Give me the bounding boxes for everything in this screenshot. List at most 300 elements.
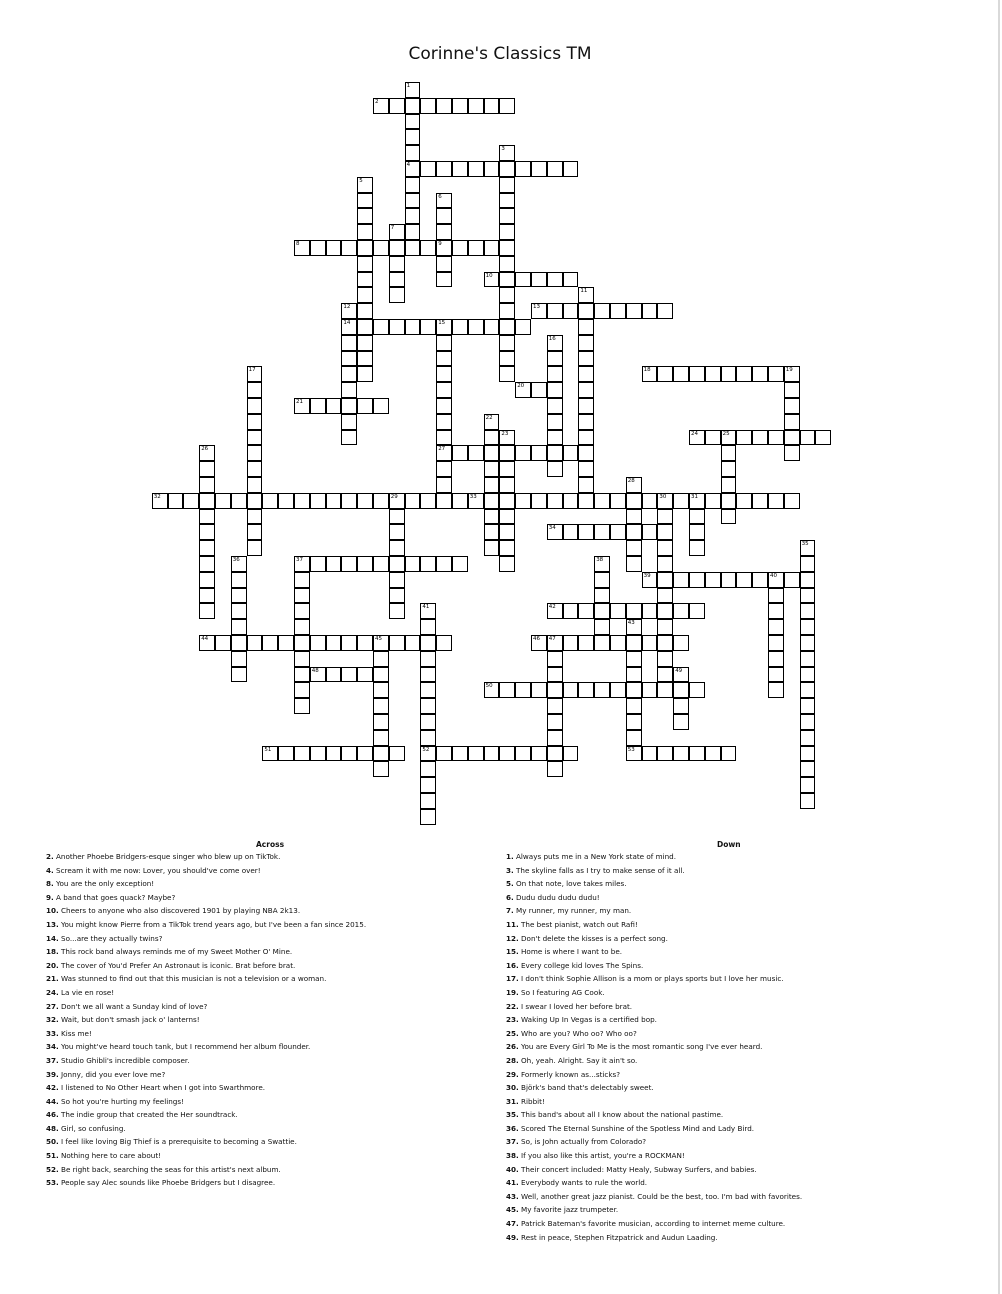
grid-cell[interactable]	[499, 445, 515, 461]
grid-cell[interactable]	[341, 335, 357, 351]
grid-cell[interactable]	[199, 509, 215, 525]
grid-cell[interactable]	[436, 461, 452, 477]
grid-cell[interactable]	[326, 635, 342, 651]
grid-cell[interactable]	[657, 603, 673, 619]
grid-cell[interactable]	[199, 461, 215, 477]
grid-cell[interactable]	[752, 572, 768, 588]
grid-cell[interactable]	[657, 540, 673, 556]
grid-cell[interactable]	[484, 445, 500, 461]
grid-cell-10[interactable]	[484, 272, 500, 288]
grid-cell[interactable]	[484, 161, 500, 177]
grid-cell-12[interactable]	[341, 303, 357, 319]
grid-cell[interactable]	[357, 366, 373, 382]
grid-cell[interactable]	[610, 493, 626, 509]
grid-cell[interactable]	[768, 651, 784, 667]
grid-cell[interactable]	[231, 588, 247, 604]
grid-cell[interactable]	[357, 351, 373, 367]
grid-cell[interactable]	[721, 509, 737, 525]
grid-cell-42[interactable]	[547, 603, 563, 619]
grid-cell-15[interactable]	[436, 319, 452, 335]
grid-cell[interactable]	[800, 619, 816, 635]
grid-cell[interactable]	[420, 651, 436, 667]
grid-cell[interactable]	[768, 366, 784, 382]
grid-cell[interactable]	[484, 477, 500, 493]
grid-cell[interactable]	[594, 603, 610, 619]
grid-cell[interactable]	[389, 509, 405, 525]
grid-cell[interactable]	[341, 667, 357, 683]
grid-cell[interactable]	[800, 698, 816, 714]
grid-cell-49[interactable]	[673, 667, 689, 683]
grid-cell[interactable]	[262, 493, 278, 509]
grid-cell[interactable]	[610, 635, 626, 651]
grid-cell-26[interactable]	[199, 445, 215, 461]
grid-cell[interactable]	[247, 540, 263, 556]
grid-cell[interactable]	[705, 430, 721, 446]
grid-cell[interactable]	[499, 746, 515, 762]
grid-cell[interactable]	[389, 588, 405, 604]
grid-cell-9[interactable]	[436, 240, 452, 256]
grid-cell[interactable]	[484, 540, 500, 556]
grid-cell[interactable]	[736, 430, 752, 446]
grid-cell[interactable]	[547, 366, 563, 382]
grid-cell-30[interactable]	[657, 493, 673, 509]
grid-cell[interactable]	[247, 524, 263, 540]
grid-cell[interactable]	[310, 746, 326, 762]
grid-cell[interactable]	[326, 667, 342, 683]
grid-cell[interactable]	[452, 319, 468, 335]
grid-cell[interactable]	[547, 382, 563, 398]
grid-cell[interactable]	[736, 493, 752, 509]
grid-cell[interactable]	[262, 635, 278, 651]
grid-cell[interactable]	[626, 493, 642, 509]
grid-cell[interactable]	[547, 430, 563, 446]
grid-cell[interactable]	[657, 588, 673, 604]
grid-cell[interactable]	[310, 240, 326, 256]
grid-cell[interactable]	[468, 98, 484, 114]
grid-cell[interactable]	[452, 493, 468, 509]
grid-cell[interactable]	[642, 493, 658, 509]
grid-cell-37[interactable]	[294, 556, 310, 572]
grid-cell[interactable]	[357, 746, 373, 762]
grid-cell[interactable]	[436, 256, 452, 272]
grid-cell[interactable]	[499, 303, 515, 319]
grid-cell[interactable]	[357, 335, 373, 351]
grid-cell[interactable]	[515, 493, 531, 509]
grid-cell[interactable]	[499, 351, 515, 367]
grid-cell[interactable]	[357, 287, 373, 303]
grid-cell[interactable]	[405, 556, 421, 572]
grid-cell[interactable]	[626, 651, 642, 667]
grid-cell[interactable]	[326, 746, 342, 762]
grid-cell[interactable]	[594, 635, 610, 651]
grid-cell[interactable]	[452, 161, 468, 177]
grid-cell[interactable]	[420, 240, 436, 256]
grid-cell[interactable]	[357, 224, 373, 240]
grid-cell[interactable]	[326, 493, 342, 509]
grid-cell-13[interactable]	[531, 303, 547, 319]
grid-cell[interactable]	[657, 651, 673, 667]
grid-cell[interactable]	[657, 303, 673, 319]
grid-cell[interactable]	[578, 682, 594, 698]
grid-cell[interactable]	[563, 603, 579, 619]
grid-cell[interactable]	[657, 635, 673, 651]
grid-cell[interactable]	[468, 240, 484, 256]
grid-cell[interactable]	[436, 477, 452, 493]
grid-cell[interactable]	[373, 667, 389, 683]
grid-cell[interactable]	[800, 556, 816, 572]
grid-cell[interactable]	[341, 398, 357, 414]
grid-cell[interactable]	[231, 572, 247, 588]
grid-cell-52[interactable]	[420, 746, 436, 762]
grid-cell[interactable]	[768, 430, 784, 446]
grid-cell[interactable]	[784, 445, 800, 461]
grid-cell[interactable]	[405, 98, 421, 114]
grid-cell[interactable]	[278, 493, 294, 509]
grid-cell[interactable]	[768, 588, 784, 604]
grid-cell[interactable]	[705, 746, 721, 762]
grid-cell-21[interactable]	[294, 398, 310, 414]
grid-cell[interactable]	[373, 240, 389, 256]
grid-cell[interactable]	[689, 603, 705, 619]
grid-cell[interactable]	[357, 635, 373, 651]
grid-cell[interactable]	[405, 208, 421, 224]
grid-cell-8[interactable]	[294, 240, 310, 256]
grid-cell[interactable]	[452, 240, 468, 256]
grid-cell[interactable]	[657, 746, 673, 762]
grid-cell[interactable]	[357, 303, 373, 319]
grid-cell[interactable]	[547, 414, 563, 430]
grid-cell[interactable]	[800, 793, 816, 809]
grid-cell[interactable]	[405, 319, 421, 335]
grid-cell[interactable]	[626, 682, 642, 698]
grid-cell-3[interactable]	[499, 145, 515, 161]
grid-cell[interactable]	[531, 493, 547, 509]
grid-cell[interactable]	[436, 366, 452, 382]
grid-cell[interactable]	[231, 619, 247, 635]
grid-cell[interactable]	[657, 572, 673, 588]
grid-cell[interactable]	[468, 319, 484, 335]
grid-cell[interactable]	[452, 98, 468, 114]
grid-cell[interactable]	[800, 635, 816, 651]
grid-cell[interactable]	[547, 682, 563, 698]
grid-cell[interactable]	[800, 588, 816, 604]
grid-cell[interactable]	[199, 603, 215, 619]
grid-cell[interactable]	[436, 382, 452, 398]
grid-cell[interactable]	[736, 572, 752, 588]
grid-cell[interactable]	[294, 667, 310, 683]
grid-cell[interactable]	[215, 493, 231, 509]
grid-cell[interactable]	[199, 493, 215, 509]
grid-cell[interactable]	[642, 682, 658, 698]
grid-cell[interactable]	[499, 509, 515, 525]
grid-cell[interactable]	[405, 114, 421, 130]
grid-cell[interactable]	[563, 161, 579, 177]
grid-cell[interactable]	[484, 319, 500, 335]
grid-cell[interactable]	[657, 667, 673, 683]
grid-cell[interactable]	[547, 461, 563, 477]
grid-cell[interactable]	[468, 161, 484, 177]
grid-cell[interactable]	[499, 272, 515, 288]
grid-cell[interactable]	[231, 493, 247, 509]
grid-cell[interactable]	[626, 714, 642, 730]
grid-cell[interactable]	[800, 667, 816, 683]
grid-cell[interactable]	[689, 524, 705, 540]
grid-cell[interactable]	[689, 366, 705, 382]
grid-cell[interactable]	[405, 177, 421, 193]
grid-cell-6[interactable]	[436, 193, 452, 209]
grid-cell[interactable]	[594, 682, 610, 698]
grid-cell-40[interactable]	[768, 572, 784, 588]
grid-cell[interactable]	[768, 493, 784, 509]
grid-cell[interactable]	[531, 161, 547, 177]
grid-cell-50[interactable]	[484, 682, 500, 698]
grid-cell[interactable]	[373, 730, 389, 746]
grid-cell[interactable]	[247, 493, 263, 509]
grid-cell[interactable]	[436, 398, 452, 414]
grid-cell[interactable]	[499, 161, 515, 177]
grid-cell[interactable]	[294, 588, 310, 604]
grid-cell[interactable]	[610, 682, 626, 698]
grid-cell[interactable]	[689, 572, 705, 588]
grid-cell[interactable]	[389, 746, 405, 762]
grid-cell[interactable]	[389, 572, 405, 588]
grid-cell[interactable]	[642, 303, 658, 319]
grid-cell[interactable]	[531, 682, 547, 698]
grid-cell[interactable]	[341, 351, 357, 367]
grid-cell[interactable]	[642, 524, 658, 540]
grid-cell[interactable]	[499, 319, 515, 335]
grid-cell[interactable]	[373, 714, 389, 730]
grid-cell[interactable]	[294, 603, 310, 619]
grid-cell[interactable]	[673, 714, 689, 730]
grid-cell[interactable]	[484, 493, 500, 509]
grid-cell[interactable]	[547, 698, 563, 714]
grid-cell[interactable]	[436, 493, 452, 509]
grid-cell[interactable]	[168, 493, 184, 509]
grid-cell[interactable]	[594, 524, 610, 540]
grid-cell[interactable]	[563, 635, 579, 651]
grid-cell[interactable]	[247, 382, 263, 398]
grid-cell-7[interactable]	[389, 224, 405, 240]
grid-cell[interactable]	[405, 145, 421, 161]
grid-cell[interactable]	[547, 161, 563, 177]
grid-cell[interactable]	[357, 240, 373, 256]
grid-cell[interactable]	[389, 272, 405, 288]
grid-cell-53[interactable]	[626, 746, 642, 762]
grid-cell[interactable]	[389, 287, 405, 303]
grid-cell[interactable]	[610, 524, 626, 540]
grid-cell-39[interactable]	[642, 572, 658, 588]
grid-cell[interactable]	[673, 682, 689, 698]
grid-cell[interactable]	[247, 398, 263, 414]
grid-cell[interactable]	[341, 382, 357, 398]
grid-cell[interactable]	[389, 635, 405, 651]
grid-cell[interactable]	[578, 414, 594, 430]
grid-cell[interactable]	[547, 493, 563, 509]
grid-cell[interactable]	[578, 351, 594, 367]
grid-cell[interactable]	[499, 256, 515, 272]
grid-cell[interactable]	[341, 556, 357, 572]
grid-cell[interactable]	[578, 603, 594, 619]
grid-cell[interactable]	[768, 635, 784, 651]
grid-cell[interactable]	[373, 761, 389, 777]
grid-cell[interactable]	[499, 540, 515, 556]
grid-cell-4[interactable]	[405, 161, 421, 177]
grid-cell[interactable]	[626, 603, 642, 619]
grid-cell[interactable]	[468, 746, 484, 762]
grid-cell[interactable]	[199, 588, 215, 604]
grid-cell[interactable]	[610, 603, 626, 619]
grid-cell[interactable]	[420, 761, 436, 777]
grid-cell[interactable]	[420, 777, 436, 793]
grid-cell[interactable]	[294, 493, 310, 509]
grid-cell[interactable]	[784, 382, 800, 398]
grid-cell[interactable]	[563, 524, 579, 540]
grid-cell[interactable]	[499, 682, 515, 698]
grid-cell[interactable]	[294, 635, 310, 651]
grid-cell[interactable]	[721, 477, 737, 493]
grid-cell[interactable]	[436, 208, 452, 224]
grid-cell[interactable]	[373, 398, 389, 414]
grid-cell[interactable]	[231, 635, 247, 651]
grid-cell[interactable]	[452, 445, 468, 461]
grid-cell[interactable]	[199, 572, 215, 588]
grid-cell[interactable]	[420, 793, 436, 809]
grid-cell[interactable]	[389, 524, 405, 540]
grid-cell[interactable]	[373, 651, 389, 667]
grid-cell[interactable]	[294, 682, 310, 698]
grid-cell[interactable]	[405, 129, 421, 145]
grid-cell[interactable]	[420, 319, 436, 335]
grid-cell[interactable]	[642, 746, 658, 762]
grid-cell[interactable]	[784, 493, 800, 509]
grid-cell[interactable]	[657, 366, 673, 382]
grid-cell[interactable]	[405, 493, 421, 509]
grid-cell[interactable]	[784, 572, 800, 588]
grid-cell[interactable]	[499, 287, 515, 303]
grid-cell[interactable]	[389, 540, 405, 556]
grid-cell[interactable]	[768, 619, 784, 635]
grid-cell[interactable]	[499, 335, 515, 351]
grid-cell[interactable]	[515, 319, 531, 335]
grid-cell-31[interactable]	[689, 493, 705, 509]
grid-cell[interactable]	[420, 635, 436, 651]
grid-cell[interactable]	[594, 588, 610, 604]
grid-cell-48[interactable]	[310, 667, 326, 683]
grid-cell[interactable]	[310, 493, 326, 509]
grid-cell[interactable]	[800, 761, 816, 777]
grid-cell[interactable]	[594, 572, 610, 588]
grid-cell[interactable]	[800, 572, 816, 588]
grid-cell[interactable]	[563, 272, 579, 288]
grid-cell-18[interactable]	[642, 366, 658, 382]
grid-cell[interactable]	[436, 351, 452, 367]
grid-cell[interactable]	[373, 698, 389, 714]
grid-cell[interactable]	[294, 746, 310, 762]
grid-cell[interactable]	[515, 161, 531, 177]
grid-cell[interactable]	[547, 714, 563, 730]
grid-cell[interactable]	[199, 540, 215, 556]
grid-cell[interactable]	[705, 493, 721, 509]
grid-cell[interactable]	[547, 667, 563, 683]
grid-cell[interactable]	[183, 493, 199, 509]
grid-cell[interactable]	[294, 572, 310, 588]
grid-cell[interactable]	[594, 493, 610, 509]
grid-cell[interactable]	[531, 272, 547, 288]
grid-cell[interactable]	[436, 98, 452, 114]
grid-cell[interactable]	[357, 398, 373, 414]
grid-cell[interactable]	[736, 366, 752, 382]
grid-cell[interactable]	[499, 208, 515, 224]
grid-cell[interactable]	[199, 556, 215, 572]
grid-cell-17[interactable]	[247, 366, 263, 382]
grid-cell[interactable]	[247, 509, 263, 525]
grid-cell-51[interactable]	[262, 746, 278, 762]
grid-cell[interactable]	[436, 746, 452, 762]
grid-cell[interactable]	[768, 682, 784, 698]
grid-cell[interactable]	[626, 524, 642, 540]
grid-cell[interactable]	[515, 445, 531, 461]
grid-cell[interactable]	[247, 430, 263, 446]
grid-cell[interactable]	[452, 746, 468, 762]
grid-cell-27[interactable]	[436, 445, 452, 461]
grid-cell[interactable]	[247, 414, 263, 430]
grid-cell-46[interactable]	[531, 635, 547, 651]
grid-cell[interactable]	[468, 445, 484, 461]
grid-cell[interactable]	[436, 272, 452, 288]
grid-cell-24[interactable]	[689, 430, 705, 446]
grid-cell[interactable]	[800, 714, 816, 730]
grid-cell[interactable]	[484, 430, 500, 446]
grid-cell[interactable]	[626, 509, 642, 525]
grid-cell[interactable]	[768, 603, 784, 619]
grid-cell-5[interactable]	[357, 177, 373, 193]
grid-cell[interactable]	[673, 603, 689, 619]
grid-cell[interactable]	[800, 651, 816, 667]
grid-cell[interactable]	[563, 303, 579, 319]
grid-cell[interactable]	[373, 493, 389, 509]
grid-cell[interactable]	[578, 493, 594, 509]
grid-cell[interactable]	[594, 303, 610, 319]
grid-cell[interactable]	[626, 635, 642, 651]
grid-cell[interactable]	[436, 161, 452, 177]
grid-cell[interactable]	[673, 572, 689, 588]
grid-cell[interactable]	[420, 809, 436, 825]
grid-cell[interactable]	[499, 493, 515, 509]
grid-cell[interactable]	[357, 256, 373, 272]
grid-cell[interactable]	[341, 493, 357, 509]
grid-cell[interactable]	[436, 556, 452, 572]
grid-cell[interactable]	[705, 366, 721, 382]
grid-cell[interactable]	[420, 714, 436, 730]
grid-cell[interactable]	[389, 556, 405, 572]
grid-cell[interactable]	[231, 603, 247, 619]
grid-cell[interactable]	[436, 224, 452, 240]
grid-cell-23[interactable]	[499, 430, 515, 446]
grid-cell[interactable]	[484, 461, 500, 477]
grid-cell[interactable]	[373, 746, 389, 762]
grid-cell[interactable]	[705, 572, 721, 588]
grid-cell[interactable]	[752, 493, 768, 509]
grid-cell[interactable]	[578, 445, 594, 461]
grid-cell[interactable]	[420, 730, 436, 746]
grid-cell[interactable]	[199, 524, 215, 540]
grid-cell[interactable]	[341, 635, 357, 651]
grid-cell[interactable]	[578, 398, 594, 414]
grid-cell[interactable]	[247, 477, 263, 493]
grid-cell[interactable]	[547, 272, 563, 288]
grid-cell-29[interactable]	[389, 493, 405, 509]
